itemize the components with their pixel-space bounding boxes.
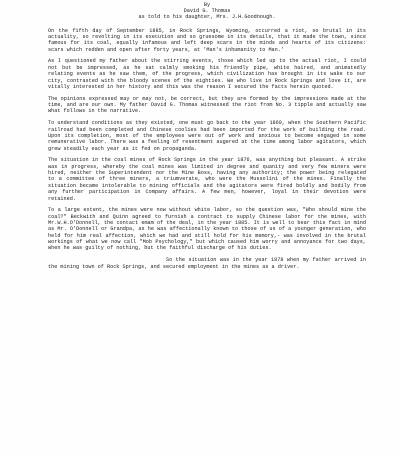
byline-attribution: as told to his daughter, Mrs. J.H.Goodnough.: [138, 14, 276, 21]
byline: [48, 2, 366, 21]
byline-by: By: [203, 2, 211, 8]
paragraph-7: So the situation was in the year 1878 when my father arrived in the mining town of Rock Springs, and secured employment in the mines as a driver.: [48, 257, 366, 270]
paragraph-6: To a large extent, the mines were now without white labor, so the question was, "Who should mine the coal?" Beckwith and Quinn agreed to furnish a contract to supply Chinese labor for the mines, with Mr.W.H.O'Donnell, the contact emam of the deal, in the year 1885. It is well to bear this fact in mind as Mr. O'Donnell or Grandpa, as he was affectionally known to those of us of a younger generation, who held for him real affection, which we had and still hold for his memory,- was involved in the brutal workings of what we now call "Mob Psychology," but which caused him worry and annoyance for two days, when he was guilty of nothing, but the faithful discharge of his duties.: [48, 207, 366, 252]
paragraph-3: The opinions expressed may or may not, be correct, but they are formed by the impressions made at the time, and are our own. My father David G. Thomas witnessed the riot from No. 3 tipple and actually saw what follows in the narrative.: [48, 95, 366, 115]
paragraph-5: The situation in the coal mines of Rock Springs in the year 1876, was anything but pleasant. A strike was in progress, whereby the coal mines was limited in degree and quanity and very few miners were hired, neither the Superintendent nor the Mine Boss, having any authority; the power being relegated to a committee of three miners, a triumverate, who were the Mussolini of the mines. Finally the situation became intolerable to mining officials and the agitators were fired boldly and bodily from any further participation in Company affairs. A few men, however, loyal in their devotion were retained.: [48, 157, 366, 202]
paragraph-4: To understand conditions as they existed, one must go back to the year 1869, when the Southern Pacific railroad had been completed and Chinese coolies had been imported for the work of building the road. Upon its completion, most of the employees were out of work and anxious to become engaged in some remunerative labor. There was a feeling of resentment augered at the time among labor agitators, which grew steadily each year as it fed on propaganda.: [48, 120, 366, 152]
paragraph-2: As I questioned my father about the stirring events, those which led up to the actual riot, I could not but be impressed, as he sat calmly smoking his friendly pipe, white haired, and animatedly relating events as he saw them, of the progress, which civilization has brought in its wake to our city, contrasted with the bloody scenes of the eighties. We who live in Rock Springs and love it, are vitally interested in her history and this was the reason I secured the facts herein quoted.: [48, 58, 366, 90]
paragraph-1: On the fifth day of September 1885, in Rock Springs, Wyoming, occurred a riot, so brutal in its actuality, so revolting in its execution and so gruesome in its details, that it made the town, since famous for its coal, equally infamous and left deep scars in the minds and hearts of its citizens: scars which redden and open after forty years, at 'Man's inhumanity to Man.': [48, 27, 366, 53]
byline-author: David G. Thomas: [183, 8, 231, 15]
